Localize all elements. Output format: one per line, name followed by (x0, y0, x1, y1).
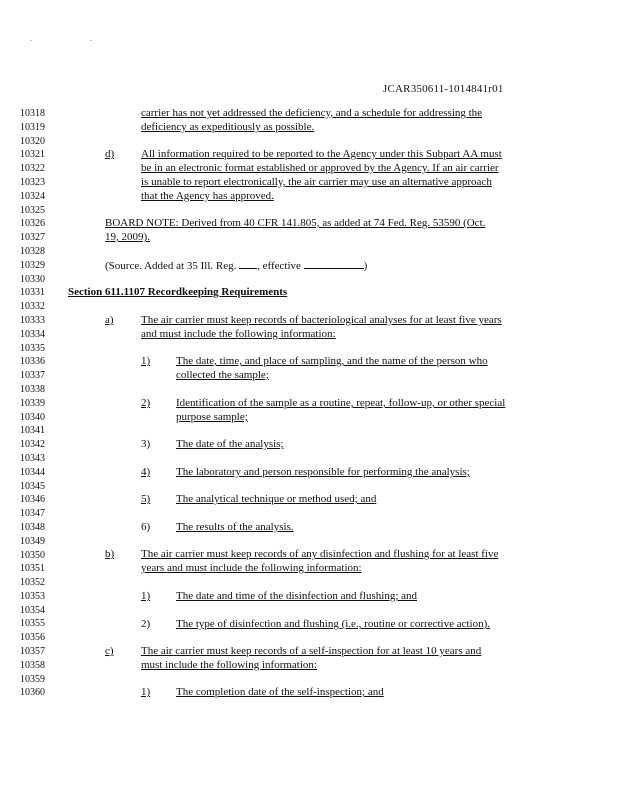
line-number: 10341 (20, 425, 45, 437)
line-number: 10359 (20, 673, 45, 685)
line-number: 10323 (20, 176, 45, 188)
item-a1-line-1: The date, time, and place of sampling, and the name of the person who (176, 355, 488, 367)
item-a1-label: 1) (141, 355, 151, 367)
item-b1-line-1: The date and time of the disinfection and flushing; and (176, 590, 418, 602)
board-note-line-2: 19, 2009). (105, 231, 150, 243)
board-note-line-1: BOARD NOTE: Derived from 40 CFR 141.805, as added at 74 Fed. Reg. 53590 (Oct. (105, 217, 486, 229)
line-number: 10342 (20, 439, 45, 451)
subsection-d-line-2: be in an electronic format established or approved by the Agency. If an air carrier (141, 162, 499, 174)
subsection-a-line-2: and must include the following information: (141, 328, 336, 340)
item-a3-line-1: The date of the analysis; (176, 438, 284, 450)
line-number: 10327 (20, 232, 45, 244)
item-b2-label: 2) (141, 618, 151, 630)
line-number: 10319 (20, 121, 45, 133)
line-number: 10338 (20, 383, 45, 395)
line-number: 10329 (20, 259, 45, 271)
item-a2-line-2: purpose sample; (176, 411, 248, 423)
line-number: 10333 (20, 314, 45, 326)
subsection-b-label: b) (105, 548, 115, 560)
item-a3-label: 3) (141, 438, 151, 450)
line-number: 10358 (20, 659, 45, 671)
source-suffix: ) (363, 260, 368, 272)
item-a5-label: 5) (141, 493, 151, 505)
line-number: 10337 (20, 370, 45, 382)
subsection-b-line-2: years and must include the following information: (141, 562, 362, 574)
effective-date-blank (304, 259, 364, 269)
subsection-d-line-4: that the Agency has approved. (141, 190, 274, 202)
subsection-c-label: c) (105, 645, 114, 657)
line-number: 10330 (20, 273, 45, 285)
line-number: 10336 (20, 356, 45, 368)
subsection-d-line-1: All information required to be reported to the Agency under this Subpart AA must (141, 148, 502, 160)
line-number: 10360 (20, 687, 45, 699)
line-number: 10335 (20, 342, 45, 354)
item-a2-line-1: Identification of the sample as a routine, repeat, follow-up, or other special (176, 397, 506, 409)
line-number: 10321 (20, 149, 45, 161)
line-number: 10355 (20, 618, 45, 630)
subsection-b-line-1: The air carrier must keep records of any disinfection and flushing for at least five (141, 548, 499, 560)
line-number: 10353 (20, 590, 45, 602)
line-number: 10344 (20, 466, 45, 478)
line-number: 10320 (20, 135, 45, 147)
line-number: 10334 (20, 328, 45, 340)
item-b1-label: 1) (141, 590, 151, 602)
line-number: 10356 (20, 632, 45, 644)
line-number: 10318 (20, 108, 45, 119)
item-a5-line-1: The analytical technique or method used; and (176, 493, 377, 505)
subsection-a-line-1: The air carrier must keep records of bacteriological analyses for at least five years (141, 314, 502, 326)
item-c1-line-1: The completion date of the self-inspection; and (176, 686, 384, 698)
source-prefix: (Source. Added at 35 Ill. Reg. (105, 260, 237, 272)
line-number: 10325 (20, 204, 45, 216)
line-number: 10332 (20, 301, 45, 313)
line-number: 10322 (20, 163, 45, 175)
line-number: 10331 (20, 287, 45, 299)
item-c1-label: 1) (141, 686, 151, 698)
line-number: 10357 (20, 646, 45, 658)
item-a1-line-2: collected the sample; (176, 369, 269, 381)
line-number: 10324 (20, 190, 45, 202)
line-number: 10328 (20, 245, 45, 257)
line-number: 10343 (20, 452, 45, 464)
item-b2-line-1: The type of disinfection and flushing (i.e., routine or corrective action). (176, 618, 491, 630)
continued-text-line-1: carrier has not yet addressed the deficiency, and a schedule for addressing the (141, 107, 483, 119)
line-number: 10348 (20, 521, 45, 533)
line-number-column (20, 107, 60, 700)
line-number: 10354 (20, 604, 45, 616)
line-number: 10346 (20, 494, 45, 506)
section-heading: Section 611.1107 Recordkeeping Requirements (68, 286, 288, 298)
item-a4-line-1: The laboratory and person responsible for performing the analysis; (176, 466, 470, 478)
line-number: 10340 (20, 411, 45, 423)
corner-marks: . . (30, 34, 120, 43)
line-number: 10326 (20, 218, 45, 230)
subsection-d-label: d) (105, 148, 115, 160)
line-number: 10345 (20, 480, 45, 492)
line-number: 10349 (20, 535, 45, 547)
line-number: 10351 (20, 563, 45, 575)
subsection-d-line-3: is unable to report electronically, the air carrier may use an alternative approach (141, 176, 492, 188)
item-a2-label: 2) (141, 397, 151, 409)
register-blank (239, 259, 257, 269)
continued-text-line-2: deficiency as expeditiously as possible. (141, 121, 315, 133)
source-mid: , effective (257, 260, 301, 272)
source-note (105, 259, 367, 274)
item-a6-line-1: The results of the analysis. (176, 521, 294, 533)
subsection-c-line-1: The air carrier must keep records of a self-inspection for at least 10 years and (141, 645, 482, 657)
line-number: 10350 (20, 549, 45, 561)
subsection-a-label: a) (105, 314, 114, 326)
line-number: 10352 (20, 577, 45, 589)
line-number: 10347 (20, 508, 45, 520)
item-a6-label: 6) (141, 521, 151, 533)
line-number: 10339 (20, 397, 45, 409)
item-a4-label: 4) (141, 466, 151, 478)
document-id: JCAR350611-1014841r01 (383, 83, 504, 95)
subsection-c-line-2: must include the following information: (141, 659, 317, 671)
